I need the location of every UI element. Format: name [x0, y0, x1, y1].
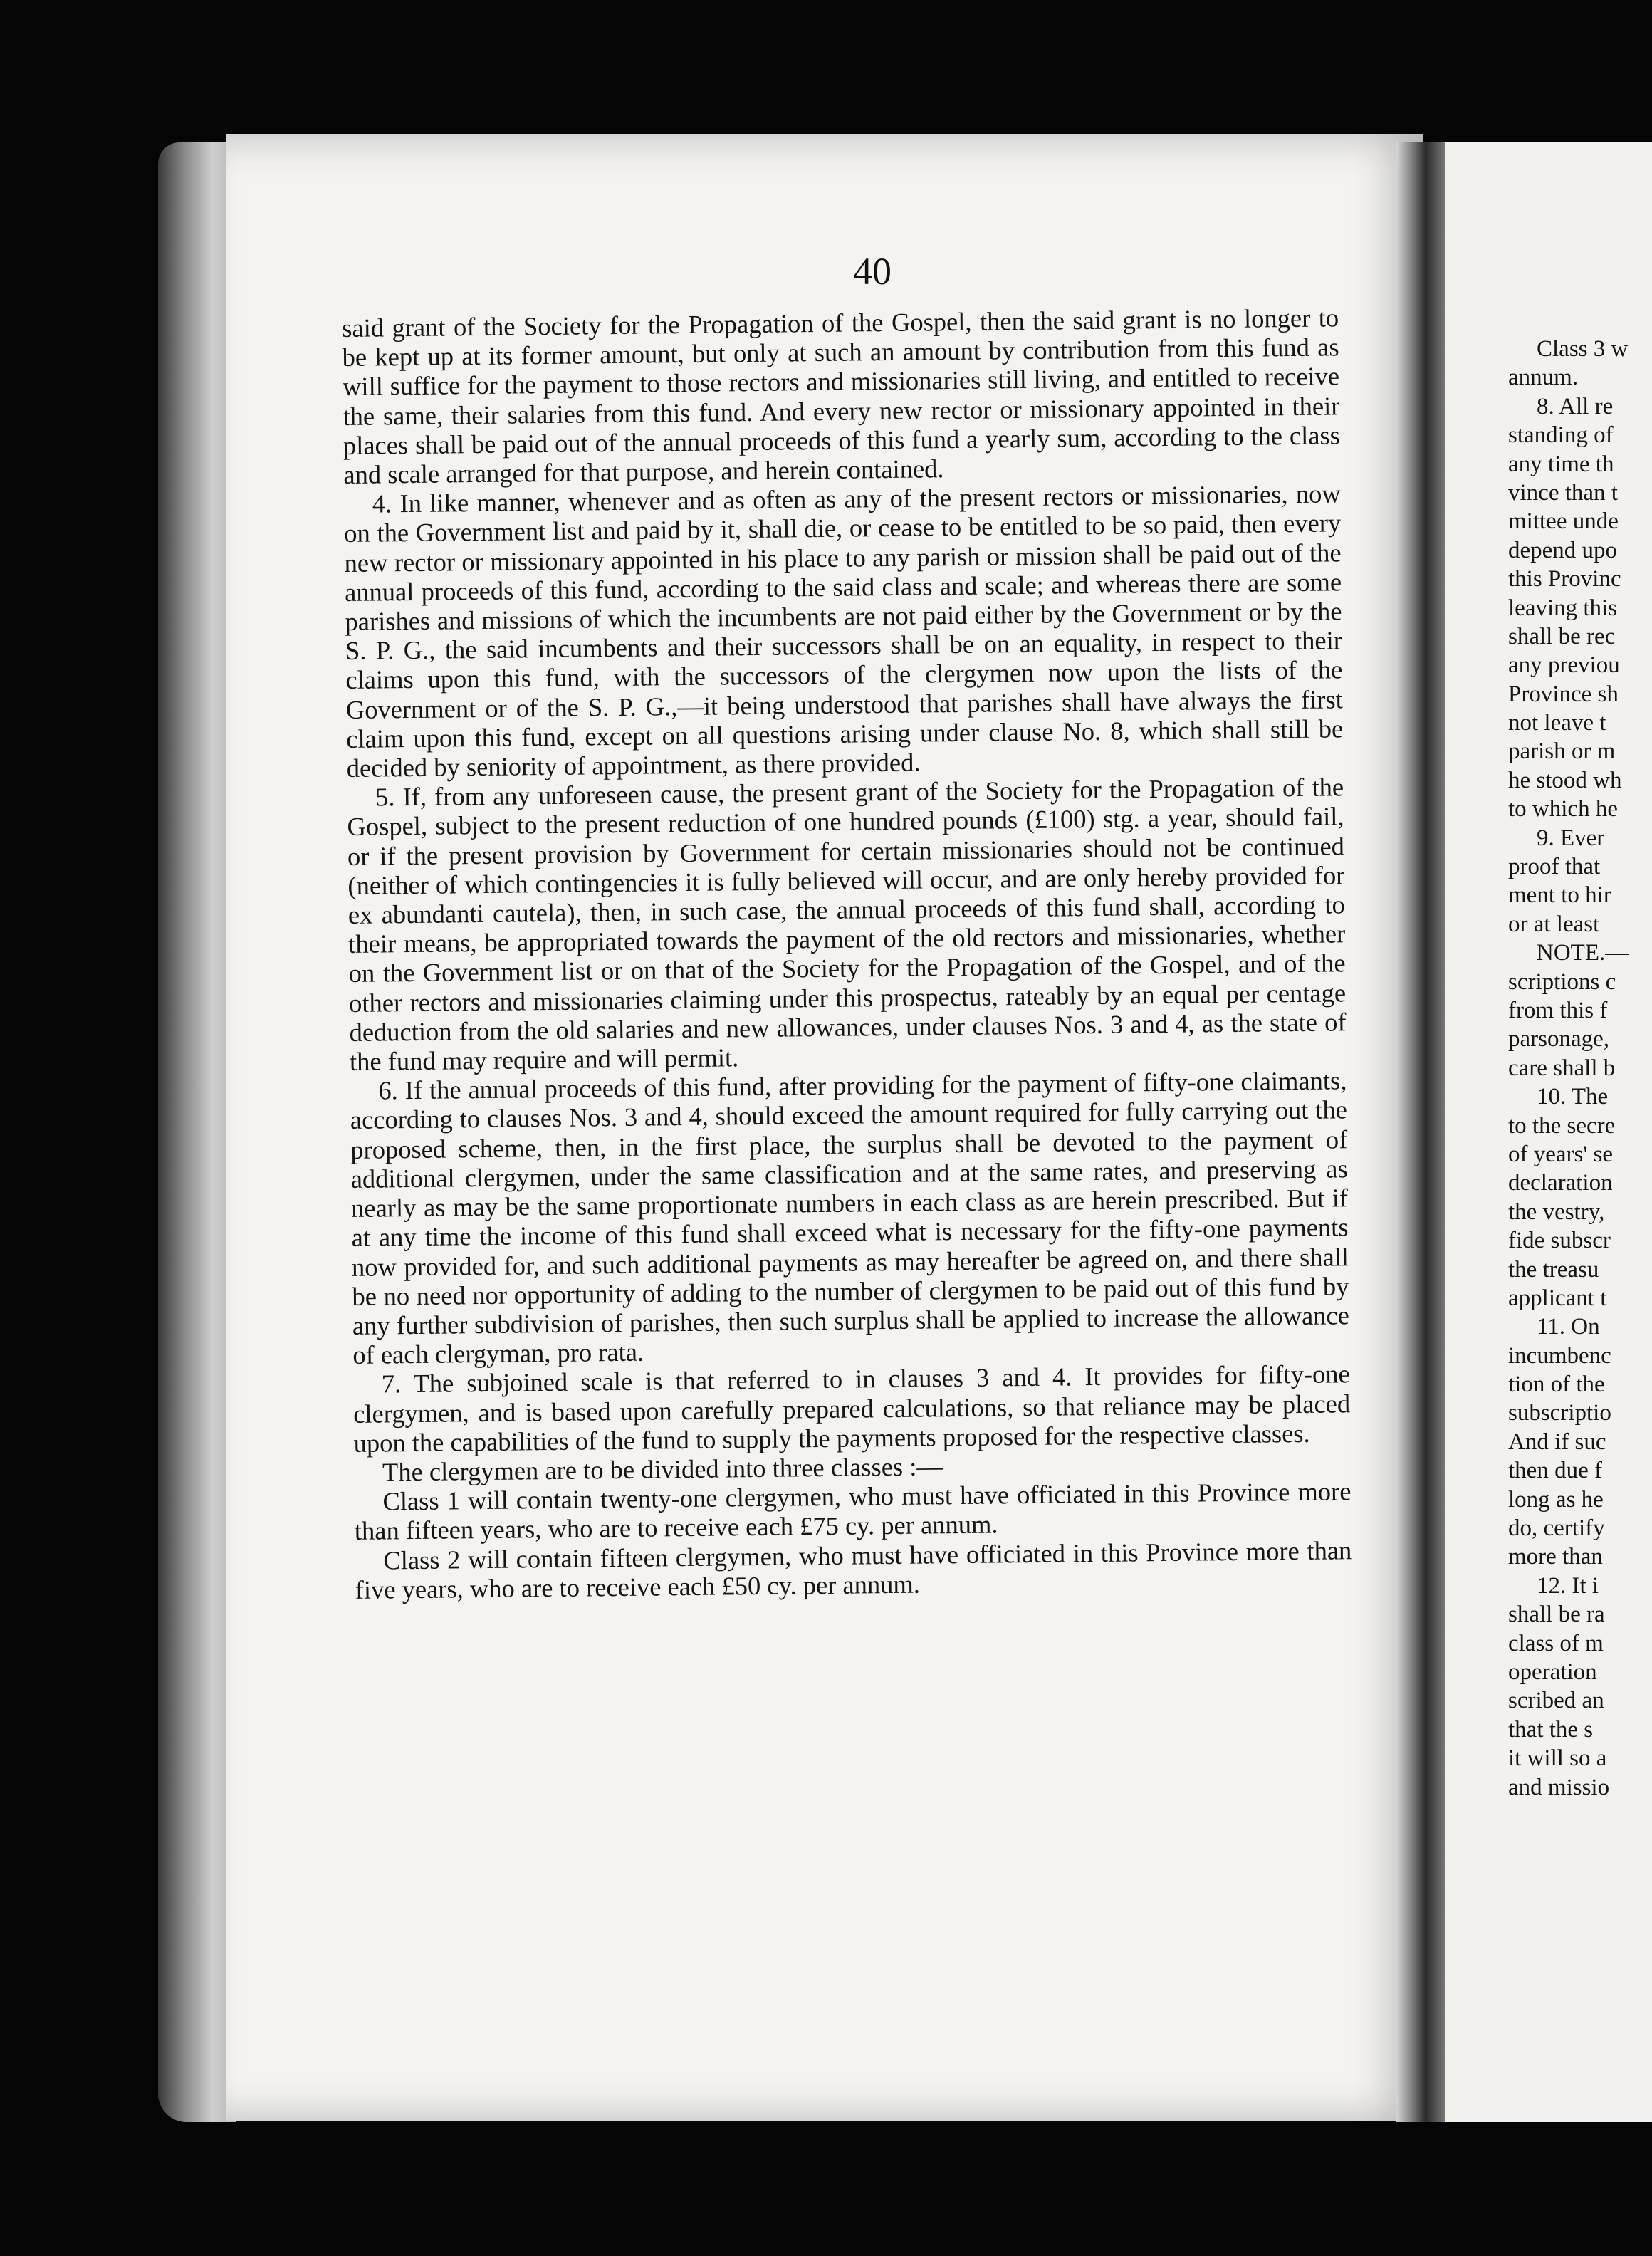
right-line: to the secre: [1508, 1112, 1616, 1139]
right-line: this Provinc: [1508, 566, 1621, 592]
right-line: 11. On: [1537, 1314, 1600, 1340]
right-line: Class 3 w: [1537, 336, 1629, 362]
right-line: or at least: [1508, 911, 1600, 937]
right-line: and missio: [1508, 1774, 1610, 1800]
right-line: long as he: [1508, 1486, 1604, 1513]
right-line: declaration: [1508, 1170, 1613, 1196]
paragraph-class-1: Class 1 will contain twenty-one clergymen, who must have officiated in this Province more than fifteen years, who are to receive each £75 cy. per annum.: [354, 1476, 1352, 1546]
right-line: applicant t: [1508, 1285, 1607, 1311]
right-line: shall be ra: [1508, 1602, 1605, 1628]
paragraph-classes-intro: The clergymen are to be divided into three classes :—: [382, 1451, 943, 1487]
right-line: any time th: [1508, 451, 1614, 477]
right-line: standing of: [1508, 422, 1614, 449]
right-line: mittee unde: [1508, 508, 1619, 535]
paragraph-clause-4: 4. In like manner, whenever and as often as any of the present rectors or missionaries, now on the Government list and paid by it, shall die, or cease to be entitled to be so paid, then every new rector or missionary appointed in his place to any parish or mission shall be paid out of the annual proceeds of this fund, according to the said class and scale; and whereas there are some parishes and missions of which the incumbents are not paid either by the Government or by the S. P. G., the said incumbents and their successors shall be on an equality, in respect to their claims upon this fund, with the successors of the clergymen now upon the lists of the Government or of the S. P. G.,—it being understood that parishes shall have always the first claim upon this fund, except on all questions arising under clause No. 8, which shall still be decided by seniority of appointment, as there provided.: [344, 479, 1344, 783]
right-page-text: [1508, 335, 1652, 1802]
right-line: 9. Ever: [1537, 825, 1605, 851]
right-line: 8. All re: [1537, 393, 1614, 419]
right-line: the vestry,: [1508, 1198, 1605, 1225]
right-line: Province sh: [1508, 681, 1619, 707]
right-line: depend upo: [1508, 537, 1618, 563]
page-number: 40: [853, 250, 892, 293]
right-line: scriptions c: [1508, 968, 1616, 995]
right-line: shall be rec: [1508, 623, 1616, 649]
right-line: of years' se: [1508, 1141, 1614, 1167]
right-line: to which he: [1508, 796, 1618, 822]
right-line: NOTE.—: [1537, 940, 1629, 966]
right-line: it will so a: [1508, 1745, 1607, 1772]
right-line: then due f: [1508, 1458, 1602, 1484]
right-line: subscriptio: [1508, 1400, 1611, 1426]
right-line: vince than t: [1508, 479, 1618, 506]
right-line: fide subscr: [1508, 1228, 1611, 1254]
right-line: 12. It i: [1537, 1572, 1599, 1599]
right-line: tion of the: [1508, 1372, 1605, 1398]
book-edge: [158, 142, 236, 2122]
right-line: that the s: [1508, 1716, 1594, 1743]
paragraph-class-2: Class 2 will contain fifteen clergymen, who must have officiated in this Province more than five years, who are to receive each £50 cy. per annum.: [355, 1535, 1352, 1604]
right-line: proof that: [1508, 854, 1601, 880]
right-line: any previou: [1508, 652, 1620, 679]
right-line: not leave t: [1508, 710, 1606, 736]
paragraph-clause-7: 7. The subjoined scale is that referred to in clauses 3 and 4. It provides for fifty-one clergymen, and is based upon carefully prepared calculations, so that reliance may be placed upon the capabilities of the fund to supply the payments proposed for the respective classes.: [352, 1359, 1351, 1458]
right-line: parsonage,: [1508, 1026, 1610, 1053]
paragraph-clause-6: 6. If the annual proceeds of this fund, after providing for the payment of fifty-one claimants, according to clauses Nos. 3 and 4, should exceed the amount required for fully carrying out the proposed scheme, then, in the first place, the surplus shall be devoted to the payment of additional clergymen, under the same classification and at the same rates, and preserving as nearly as may be the same proportionate numbers in each class as are herein prescribed. But if at any time the income of this fund shall exceed what is necessary for the fifty-one payments now provided for, and such additional payments as may hereafter be agreed on, and there shall be no need nor opportunity of adding to the number of clergymen to be paid out of this fund by any further subdivision of parishes, then such surplus shall be applied to increase the allowance of each clergyman, pro rata.: [350, 1065, 1350, 1370]
right-line: parish or m: [1508, 738, 1616, 765]
right-line: leaving this: [1508, 595, 1618, 621]
right-line: he stood wh: [1508, 767, 1622, 793]
right-line: more than: [1508, 1544, 1603, 1570]
left-page-body: [342, 303, 1352, 1604]
right-line: care shall b: [1508, 1055, 1616, 1081]
right-line: operation: [1508, 1659, 1597, 1685]
right-line: annum.: [1508, 365, 1579, 391]
right-line: And if suc: [1508, 1429, 1606, 1455]
right-line: scribed an: [1508, 1688, 1604, 1714]
right-line: 10. The: [1537, 1084, 1609, 1110]
right-line: from this f: [1508, 997, 1608, 1023]
right-line: do, certify: [1508, 1515, 1605, 1542]
right-line: class of m: [1508, 1630, 1604, 1656]
right-line: incumbenc: [1508, 1342, 1611, 1369]
right-line: the treasu: [1508, 1256, 1599, 1283]
right-line: ment to hir: [1508, 882, 1611, 909]
book-gutter: [1396, 142, 1446, 2122]
paragraph-continuation: said grant of the Society for the Propagation of the Gospel, then the said grant is no longer to be kept up at its former amount, but only at such an amount by contribution from this fund as will suffice for the payment to those rectors and missionaries still living, and entitled to receive the same, their salaries from this fund. And every new rector or missionary appointed in their places shall be paid out of the annual proceeds of this fund a yearly sum, according to the class and scale arranged for that purpose, and herein contained.: [342, 303, 1341, 490]
paragraph-clause-5: 5. If, from any unforeseen cause, the present grant of the Society for the Propagation of the Gospel, subject to the present reduction of one hundred pounds (£100) stg. a year, should fail, or if the present provision by Government for certain missionaries should not be continued (neither of which contingencies it is fully believed will occur, and are only hereby provided for ex abundanti cautela), then, in such case, the annual proceeds of this fund shall, according to their means, be appropriated towards the payment of the old rectors and missionaries, whether on the Government list or on that of the Society for the Propagation of the Gospel, and of the other rectors and missionaries claiming under this prospectus, rateably by an equal per centage deduction from the old salaries and new allowances, under clauses Nos. 3 and 4, as the state of the fund may require and will permit.: [347, 772, 1347, 1077]
